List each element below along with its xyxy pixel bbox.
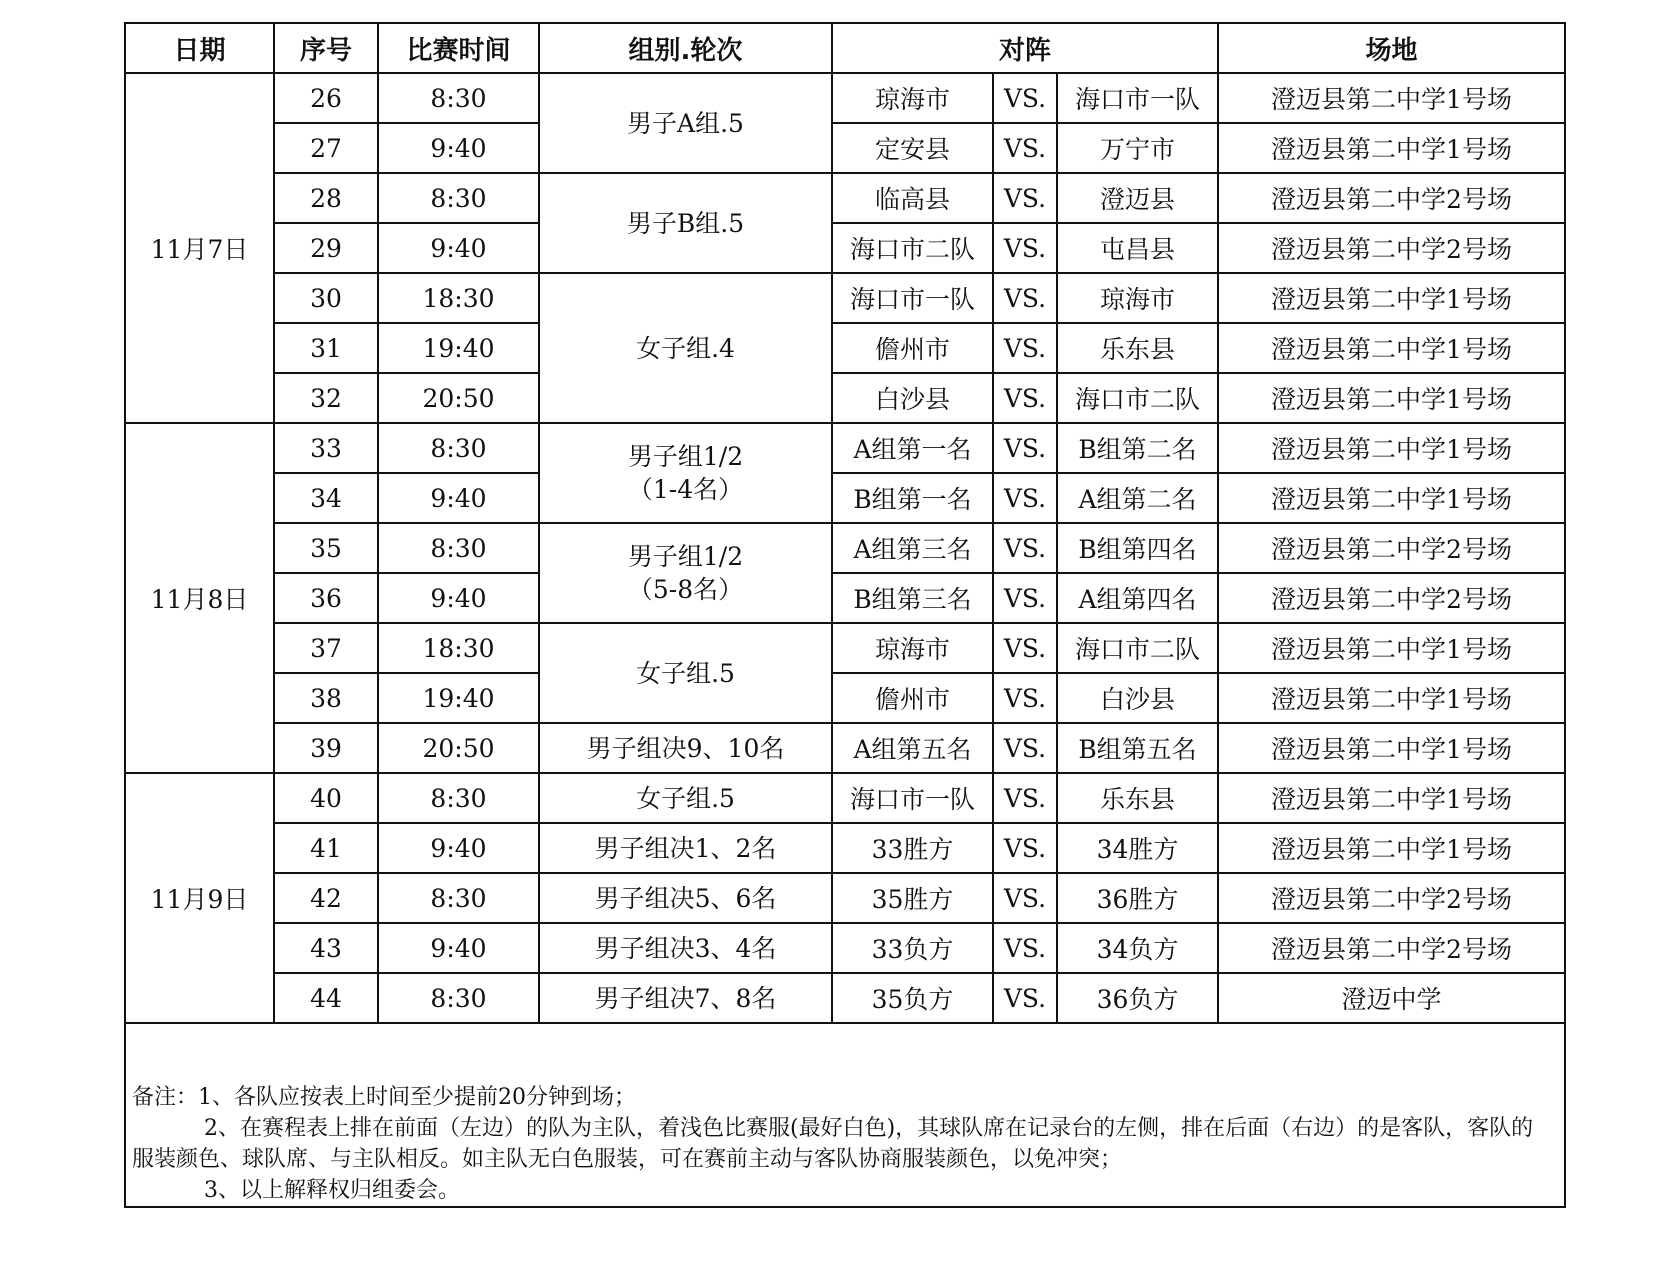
vs-cell: VS. xyxy=(993,73,1057,123)
stage-label: 男子组决9、10名 xyxy=(586,733,785,763)
vs-cell: VS. xyxy=(993,373,1057,423)
home-team-cell: 海口市一队 xyxy=(832,273,993,323)
time-cell: 9:40 xyxy=(378,123,539,173)
seq-cell: 30 xyxy=(274,273,378,323)
away-team-cell: A组第二名 xyxy=(1057,473,1218,523)
stage-cell xyxy=(539,73,832,173)
table-row xyxy=(125,823,1565,873)
vs-cell: VS. xyxy=(993,123,1057,173)
home-team-cell: 海口市一队 xyxy=(832,773,993,823)
venue-cell: 澄迈县第二中学2号场 xyxy=(1218,873,1565,923)
stage-cell xyxy=(539,923,832,973)
vs-cell: VS. xyxy=(993,523,1057,573)
venue-cell: 澄迈县第二中学1号场 xyxy=(1218,373,1565,423)
header-time: 比赛时间 xyxy=(378,23,539,73)
header-matchup: 对阵 xyxy=(832,23,1218,73)
away-team-cell: 海口市二队 xyxy=(1057,623,1218,673)
seq-cell: 38 xyxy=(274,673,378,723)
home-team-cell: A组第三名 xyxy=(832,523,993,573)
stage-label: 男子A组.5 xyxy=(627,108,744,138)
stage-label: 男子组1/2 xyxy=(627,442,744,471)
venue-cell: 澄迈县第二中学1号场 xyxy=(1218,623,1565,673)
stage-label: （1-4名） xyxy=(627,475,744,504)
seq-cell: 27 xyxy=(274,123,378,173)
seq-cell: 35 xyxy=(274,523,378,573)
home-team-cell: 儋州市 xyxy=(832,323,993,373)
venue-cell: 澄迈县第二中学1号场 xyxy=(1218,323,1565,373)
venue-cell: 澄迈县第二中学2号场 xyxy=(1218,573,1565,623)
stage-cell xyxy=(539,773,832,823)
away-team-cell: 34负方 xyxy=(1057,923,1218,973)
time-cell: 18:30 xyxy=(378,623,539,673)
venue-cell: 澄迈县第二中学2号场 xyxy=(1218,223,1565,273)
table-row xyxy=(125,573,1565,623)
venue-cell: 澄迈县第二中学1号场 xyxy=(1218,673,1565,723)
seq-cell: 39 xyxy=(274,723,378,773)
away-team-cell: 琼海市 xyxy=(1057,273,1218,323)
time-cell: 8:30 xyxy=(378,73,539,123)
away-team-cell: B组第二名 xyxy=(1057,423,1218,473)
away-team-cell: B组第四名 xyxy=(1057,523,1218,573)
time-cell: 19:40 xyxy=(378,323,539,373)
vs-cell: VS. xyxy=(993,423,1057,473)
home-team-cell: 琼海市 xyxy=(832,623,993,673)
time-cell: 8:30 xyxy=(378,873,539,923)
away-team-cell: 36胜方 xyxy=(1057,873,1218,923)
home-team-cell: B组第三名 xyxy=(832,573,993,623)
away-team-cell: 屯昌县 xyxy=(1057,223,1218,273)
stage-cell xyxy=(539,623,832,723)
vs-cell: VS. xyxy=(993,473,1057,523)
note-line-2: 2、在赛程表上排在前面（左边）的队为主队，着浅色比赛服(最好白色)，其球队席在记录台的左侧，排在后面（右边）的是客队，客队的服装颜色、球队席、与主队相反。如主队无白色服装，可在赛前主动与客队协商服装颜色，以免冲突； xyxy=(132,1116,1534,1172)
stage-label: 男子组决7、8名 xyxy=(594,983,777,1013)
header-date: 日期 xyxy=(125,23,274,73)
header-venue: 场地 xyxy=(1218,23,1565,73)
header-stage: 组别.轮次 xyxy=(539,23,832,73)
table-row xyxy=(125,973,1565,1023)
stage-label: 男子组决5、6名 xyxy=(594,883,777,913)
table-row xyxy=(125,373,1565,423)
notes-row xyxy=(125,1023,1565,1207)
vs-cell: VS. xyxy=(993,823,1057,873)
vs-cell: VS. xyxy=(993,273,1057,323)
away-team-cell: 澄迈县 xyxy=(1057,173,1218,223)
table-row xyxy=(125,123,1565,173)
home-team-cell: 琼海市 xyxy=(832,73,993,123)
time-cell: 19:40 xyxy=(378,673,539,723)
stage-label: 男子组决1、2名 xyxy=(594,833,777,863)
time-cell: 9:40 xyxy=(378,823,539,873)
venue-cell: 澄迈县第二中学1号场 xyxy=(1218,473,1565,523)
venue-cell: 澄迈县第二中学1号场 xyxy=(1218,273,1565,323)
seq-cell: 41 xyxy=(274,823,378,873)
away-team-cell: 白沙县 xyxy=(1057,673,1218,723)
stage-label: 男子组决3、4名 xyxy=(594,933,777,963)
away-team-cell: 海口市一队 xyxy=(1057,73,1218,123)
stage-cell xyxy=(539,723,832,773)
seq-cell: 29 xyxy=(274,223,378,273)
seq-cell: 31 xyxy=(274,323,378,373)
time-cell: 8:30 xyxy=(378,973,539,1023)
time-cell: 8:30 xyxy=(378,523,539,573)
table-row xyxy=(125,623,1565,673)
notes-cell xyxy=(125,1023,1565,1207)
home-team-cell: 33胜方 xyxy=(832,823,993,873)
time-cell: 9:40 xyxy=(378,573,539,623)
seq-cell: 42 xyxy=(274,873,378,923)
table-row xyxy=(125,223,1565,273)
note-line-3: 3、以上解释权归组委会。 xyxy=(204,1178,460,1203)
table-row xyxy=(125,723,1565,773)
stage-cell xyxy=(539,523,832,623)
venue-cell: 澄迈县第二中学2号场 xyxy=(1218,923,1565,973)
table-row xyxy=(125,923,1565,973)
table-row xyxy=(125,423,1565,473)
date-cell: 11月9日 xyxy=(125,773,274,1023)
header-seq: 序号 xyxy=(274,23,378,73)
stage-label: 男子B组.5 xyxy=(626,208,745,238)
venue-cell: 澄迈县第二中学2号场 xyxy=(1218,173,1565,223)
header-row xyxy=(125,23,1565,73)
seq-cell: 43 xyxy=(274,923,378,973)
venue-cell: 澄迈县第二中学1号场 xyxy=(1218,73,1565,123)
seq-cell: 32 xyxy=(274,373,378,423)
stage-cell xyxy=(539,423,832,523)
home-team-cell: 35负方 xyxy=(832,973,993,1023)
home-team-cell: A组第一名 xyxy=(832,423,993,473)
time-cell: 9:40 xyxy=(378,473,539,523)
schedule-body xyxy=(125,73,1565,1023)
home-team-cell: 儋州市 xyxy=(832,673,993,723)
vs-cell: VS. xyxy=(993,723,1057,773)
away-team-cell: 乐东县 xyxy=(1057,323,1218,373)
vs-cell: VS. xyxy=(993,773,1057,823)
seq-cell: 26 xyxy=(274,73,378,123)
vs-cell: VS. xyxy=(993,173,1057,223)
vs-cell: VS. xyxy=(993,873,1057,923)
table-row xyxy=(125,873,1565,923)
venue-cell: 澄迈县第二中学2号场 xyxy=(1218,523,1565,573)
stage-label: （5-8名） xyxy=(627,575,744,604)
venue-cell: 澄迈中学 xyxy=(1218,973,1565,1023)
date-cell: 11月8日 xyxy=(125,423,274,773)
table-row xyxy=(125,173,1565,223)
vs-cell: VS. xyxy=(993,323,1057,373)
seq-cell: 33 xyxy=(274,423,378,473)
table-row xyxy=(125,473,1565,523)
away-team-cell: A组第四名 xyxy=(1057,573,1218,623)
seq-cell: 28 xyxy=(274,173,378,223)
time-cell: 18:30 xyxy=(378,273,539,323)
away-team-cell: 34胜方 xyxy=(1057,823,1218,873)
date-cell: 11月7日 xyxy=(125,73,274,423)
table-row xyxy=(125,773,1565,823)
time-cell: 8:30 xyxy=(378,773,539,823)
seq-cell: 44 xyxy=(274,973,378,1023)
stage-label: 男子组1/2 xyxy=(627,542,744,571)
stage-label: 女子组.4 xyxy=(636,333,735,363)
time-cell: 8:30 xyxy=(378,423,539,473)
home-team-cell: 35胜方 xyxy=(832,873,993,923)
time-cell: 20:50 xyxy=(378,723,539,773)
stage-label: 女子组.5 xyxy=(636,783,735,813)
table-row xyxy=(125,523,1565,573)
stage-cell xyxy=(539,973,832,1023)
seq-cell: 40 xyxy=(274,773,378,823)
stage-cell xyxy=(539,823,832,873)
venue-cell: 澄迈县第二中学1号场 xyxy=(1218,823,1565,873)
away-team-cell: 36负方 xyxy=(1057,973,1218,1023)
home-team-cell: A组第五名 xyxy=(832,723,993,773)
away-team-cell: 万宁市 xyxy=(1057,123,1218,173)
away-team-cell: 海口市二队 xyxy=(1057,373,1218,423)
stage-cell xyxy=(539,273,832,423)
away-team-cell: 乐东县 xyxy=(1057,773,1218,823)
vs-cell: VS. xyxy=(993,623,1057,673)
away-team-cell: B组第五名 xyxy=(1057,723,1218,773)
vs-cell: VS. xyxy=(993,573,1057,623)
vs-cell: VS. xyxy=(993,223,1057,273)
seq-cell: 34 xyxy=(274,473,378,523)
table-row xyxy=(125,273,1565,323)
seq-cell: 37 xyxy=(274,623,378,673)
time-cell: 20:50 xyxy=(378,373,539,423)
home-team-cell: 海口市二队 xyxy=(832,223,993,273)
stage-cell xyxy=(539,173,832,273)
stage-cell xyxy=(539,873,832,923)
home-team-cell: 定安县 xyxy=(832,123,993,173)
vs-cell: VS. xyxy=(993,973,1057,1023)
home-team-cell: 33负方 xyxy=(832,923,993,973)
venue-cell: 澄迈县第二中学1号场 xyxy=(1218,123,1565,173)
table-row xyxy=(125,673,1565,723)
venue-cell: 澄迈县第二中学1号场 xyxy=(1218,423,1565,473)
seq-cell: 36 xyxy=(274,573,378,623)
home-team-cell: B组第一名 xyxy=(832,473,993,523)
stage-label: 女子组.5 xyxy=(636,658,735,688)
vs-cell: VS. xyxy=(993,923,1057,973)
table-row xyxy=(125,73,1565,123)
home-team-cell: 临高县 xyxy=(832,173,993,223)
vs-cell: VS. xyxy=(993,673,1057,723)
schedule-table xyxy=(124,22,1566,1208)
table-row xyxy=(125,323,1565,373)
home-team-cell: 白沙县 xyxy=(832,373,993,423)
note-line-1: 备注：1、各队应按表上时间至少提前20分钟到场； xyxy=(132,1085,636,1110)
time-cell: 8:30 xyxy=(378,173,539,223)
time-cell: 9:40 xyxy=(378,923,539,973)
venue-cell: 澄迈县第二中学1号场 xyxy=(1218,723,1565,773)
venue-cell: 澄迈县第二中学1号场 xyxy=(1218,773,1565,823)
time-cell: 9:40 xyxy=(378,223,539,273)
